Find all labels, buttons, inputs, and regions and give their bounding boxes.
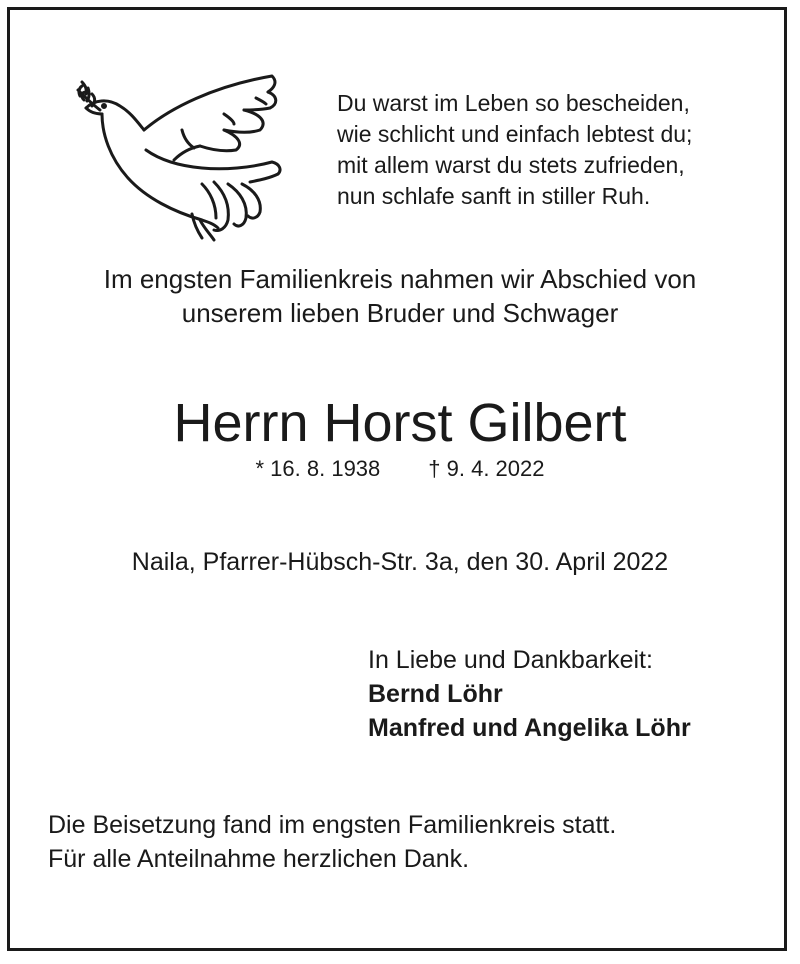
poem-line-1: Du warst im Leben so bescheiden, xyxy=(337,90,690,116)
place-and-date: Naila, Pfarrer-Hübsch-Str. 3a, den 30. April 2022 xyxy=(131,548,669,576)
death-date: † 9. 4. 2022 xyxy=(428,456,545,481)
poem-line-3: mit allem warst du stets zufrieden, xyxy=(337,152,685,178)
poem-line-2: wie schlicht und einfach lebtest du; xyxy=(337,121,693,147)
signoff-heading: In Liebe und Dankbarkeit: xyxy=(368,646,653,674)
birth-date: * 16. 8. 1938 xyxy=(255,456,381,481)
poem-line-4: nun schlafe sanft in stiller Ruh. xyxy=(337,183,651,209)
mourner-name-1: Bernd Löhr xyxy=(368,680,503,708)
life-dates xyxy=(20,455,780,483)
intro-line-1: Im engsten Familienkreis nahmen wir Abschied von xyxy=(103,264,697,294)
poem-verse xyxy=(337,88,757,212)
deceased-name: Herrn Horst Gilbert xyxy=(173,393,627,453)
mourner-name-2: Manfred und Angelika Löhr xyxy=(368,714,691,742)
signoff xyxy=(368,643,778,745)
intro-line-2: unserem lieben Bruder und Schwager xyxy=(181,298,619,328)
footer-note xyxy=(48,808,768,876)
dove-icon xyxy=(74,74,292,244)
footer-line-1: Die Beisetzung fand im engsten Familienkreis statt. xyxy=(48,811,617,839)
intro-text xyxy=(20,262,780,330)
footer-line-2: Für alle Anteilnahme herzlichen Dank. xyxy=(48,845,470,873)
